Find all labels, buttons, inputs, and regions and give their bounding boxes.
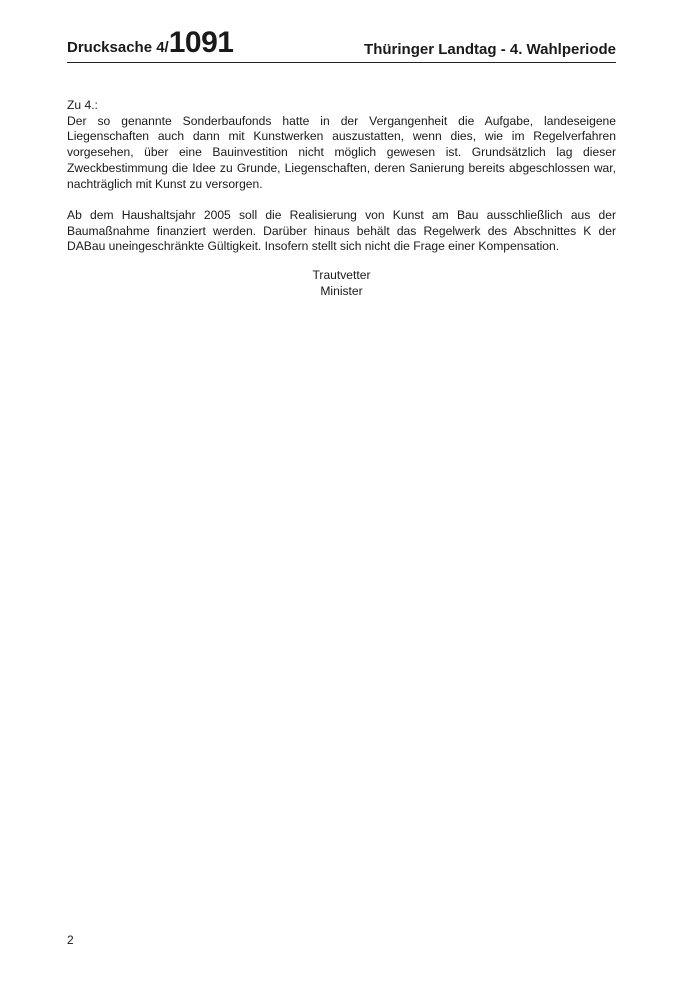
signatory-name: Trautvetter: [312, 268, 371, 282]
document-number-prefix: Drucksache 4/: [67, 39, 169, 56]
page-number: 2: [67, 933, 74, 947]
paragraph-sonderbaufonds: Der so genannte Sonderbaufonds hatte in der Vergangenheit die Aufgabe, landeseigene Liegenschaften auch dann mit Kunstwerken auszustatten, wenn dies, wie im Regelverfahren vorgesehen, über eine Bauinvestition nicht möglich gewesen ist. Grundsätzlich lag dieser Zweckbestimmung die Idee zu Grunde, Liegenschaften, deren Sanierung bereits abgeschlossen war, nachträglich mit Kunst zu versorgen.: [67, 113, 616, 191]
section-label: Zu 4.:: [67, 98, 98, 112]
document-number-value: 1091: [168, 26, 234, 59]
signatory-title: Minister: [320, 283, 363, 298]
signature-block: [67, 268, 616, 299]
document-body: [67, 98, 616, 271]
document-number: [67, 26, 233, 60]
parliament-title: Thüringer Landtag - 4. Wahlperiode: [364, 41, 616, 58]
page-header: [67, 26, 616, 63]
paragraph-haushaltsjahr: Ab dem Haushaltsjahr 2005 soll die Realisierung von Kunst am Bau ausschließlich aus der Baumaßnahme finanziert werden. Darüber hinaus behält das Regelwerk des Abschnittes K der DABau uneingeschränkte Gültigkeit. Insofern stellt sich nicht die Frage einer Kompensation.: [67, 207, 616, 254]
